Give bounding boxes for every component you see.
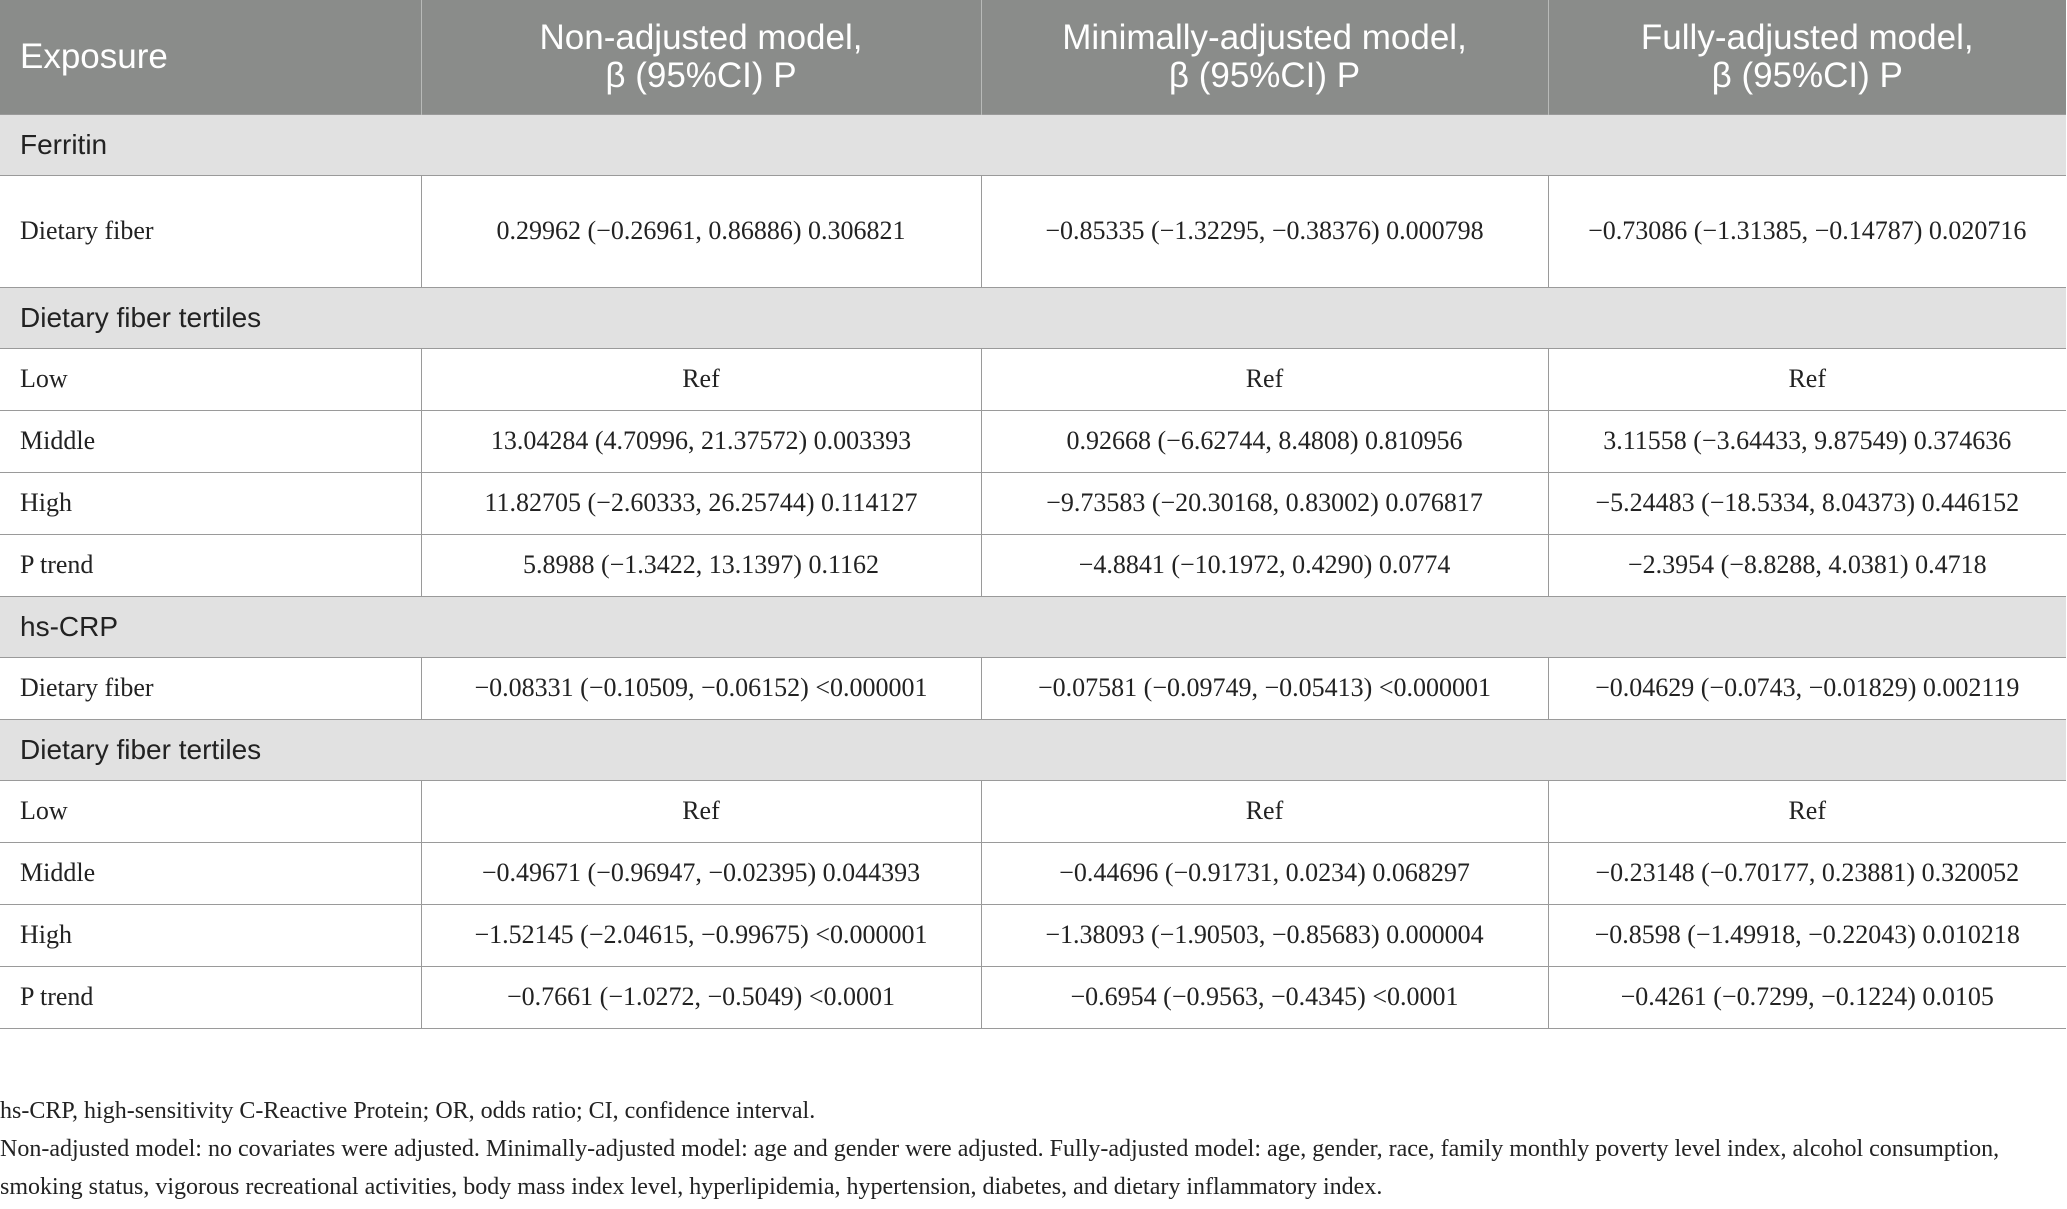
header-exposure: Exposure (0, 0, 421, 114)
cell-non-adjusted: 13.04284 (4.70996, 21.37572) 0.003393 (421, 410, 981, 472)
row-label: High (0, 904, 421, 966)
header-fully-adjusted (1548, 0, 2066, 114)
cell-fully-adjusted: −0.73086 (−1.31385, −0.14787) 0.020716 (1548, 175, 2066, 287)
header-minimally-adjusted-line2: β (95%CI) P (1168, 55, 1361, 95)
header-non-adjusted-line2: β (95%CI) P (605, 55, 797, 95)
section-row-ferritin-tertiles (0, 287, 2066, 348)
header-minimally-adjusted-line1: Minimally-adjusted model, (1062, 17, 1467, 57)
cell-minimally-adjusted: 0.92668 (−6.62744, 8.4808) 0.810956 (981, 410, 1548, 472)
section-label: Dietary fiber tertiles (0, 719, 2066, 780)
row-label: High (0, 472, 421, 534)
row-label: Dietary fiber (0, 175, 421, 287)
cell-minimally-adjusted: Ref (981, 348, 1548, 410)
cell-fully-adjusted: Ref (1548, 348, 2066, 410)
section-label: Ferritin (0, 114, 2066, 175)
cell-non-adjusted: 0.29962 (−0.26961, 0.86886) 0.306821 (421, 175, 981, 287)
cell-fully-adjusted: 3.11558 (−3.64433, 9.87549) 0.374636 (1548, 410, 2066, 472)
header-non-adjusted (421, 0, 981, 114)
table-row (0, 657, 2066, 719)
table-row (0, 966, 2066, 1028)
row-label: Middle (0, 410, 421, 472)
cell-fully-adjusted: −0.4261 (−0.7299, −0.1224) 0.0105 (1548, 966, 2066, 1028)
table-row (0, 842, 2066, 904)
cell-minimally-adjusted: −0.6954 (−0.9563, −0.4345) <0.0001 (981, 966, 1548, 1028)
cell-non-adjusted: −1.52145 (−2.04615, −0.99675) <0.000001 (421, 904, 981, 966)
cell-non-adjusted: −0.49671 (−0.96947, −0.02395) 0.044393 (421, 842, 981, 904)
table-row (0, 410, 2066, 472)
table-row (0, 175, 2066, 287)
cell-non-adjusted: −0.08331 (−0.10509, −0.06152) <0.000001 (421, 657, 981, 719)
row-label: Low (0, 348, 421, 410)
cell-non-adjusted: 11.82705 (−2.60333, 26.25744) 0.114127 (421, 472, 981, 534)
cell-minimally-adjusted: −9.73583 (−20.30168, 0.83002) 0.076817 (981, 472, 1548, 534)
cell-fully-adjusted: −5.24483 (−18.5334, 8.04373) 0.446152 (1548, 472, 2066, 534)
table-body (0, 114, 2066, 1028)
section-row-hscrp-tertiles (0, 719, 2066, 780)
table-header (0, 0, 2066, 114)
table-row (0, 348, 2066, 410)
cell-minimally-adjusted: −0.44696 (−0.91731, 0.0234) 0.068297 (981, 842, 1548, 904)
table-row (0, 534, 2066, 596)
header-fully-adjusted-line2: β (95%CI) P (1711, 55, 1903, 95)
cell-minimally-adjusted: −4.8841 (−10.1972, 0.4290) 0.0774 (981, 534, 1548, 596)
row-label: Low (0, 780, 421, 842)
row-label: P trend (0, 534, 421, 596)
table-row (0, 904, 2066, 966)
cell-minimally-adjusted: −0.85335 (−1.32295, −0.38376) 0.000798 (981, 175, 1548, 287)
cell-non-adjusted: Ref (421, 780, 981, 842)
cell-minimally-adjusted: Ref (981, 780, 1548, 842)
cell-non-adjusted: Ref (421, 348, 981, 410)
row-label: Middle (0, 842, 421, 904)
cell-fully-adjusted: −0.8598 (−1.49918, −0.22043) 0.010218 (1548, 904, 2066, 966)
row-label: Dietary fiber (0, 657, 421, 719)
cell-fully-adjusted: −0.23148 (−0.70177, 0.23881) 0.320052 (1548, 842, 2066, 904)
table-row (0, 780, 2066, 842)
footnote-abbreviations: hs-CRP, high-sensitivity C-Reactive Protein; OR, odds ratio; CI, confidence interval. (0, 1098, 816, 1124)
section-label: hs-CRP (0, 596, 2066, 657)
table-row (0, 472, 2066, 534)
cell-fully-adjusted: −2.3954 (−8.8288, 4.0381) 0.4718 (1548, 534, 2066, 596)
cell-minimally-adjusted: −1.38093 (−1.90503, −0.85683) 0.000004 (981, 904, 1548, 966)
section-row-ferritin (0, 114, 2066, 175)
cell-minimally-adjusted: −0.07581 (−0.09749, −0.05413) <0.000001 (981, 657, 1548, 719)
section-row-hscrp (0, 596, 2066, 657)
cell-fully-adjusted: Ref (1548, 780, 2066, 842)
cell-non-adjusted: −0.7661 (−1.0272, −0.5049) <0.0001 (421, 966, 981, 1028)
header-minimally-adjusted (981, 0, 1548, 114)
header-non-adjusted-line1: Non-adjusted model, (539, 17, 863, 57)
header-fully-adjusted-line1: Fully-adjusted model, (1640, 17, 1974, 57)
cell-non-adjusted: 5.8988 (−1.3422, 13.1397) 0.1162 (421, 534, 981, 596)
section-label: Dietary fiber tertiles (0, 287, 2066, 348)
footnote-models: Non-adjusted model: no covariates were adjusted. Minimally-adjusted model: age and gender were adjusted. Fully-adjusted model: age, gender, race, family monthly poverty level index, alcohol consumption, smoking status, vigorous recreational activities, body mass index level, hyperlipidemia, hypertension, diabetes, and dietary inflammatory index. (0, 1136, 2000, 1200)
row-label: P trend (0, 966, 421, 1028)
cell-fully-adjusted: −0.04629 (−0.0743, −0.01829) 0.002119 (1548, 657, 2066, 719)
header-row (0, 0, 2066, 114)
table-footnotes (0, 1092, 2060, 1206)
